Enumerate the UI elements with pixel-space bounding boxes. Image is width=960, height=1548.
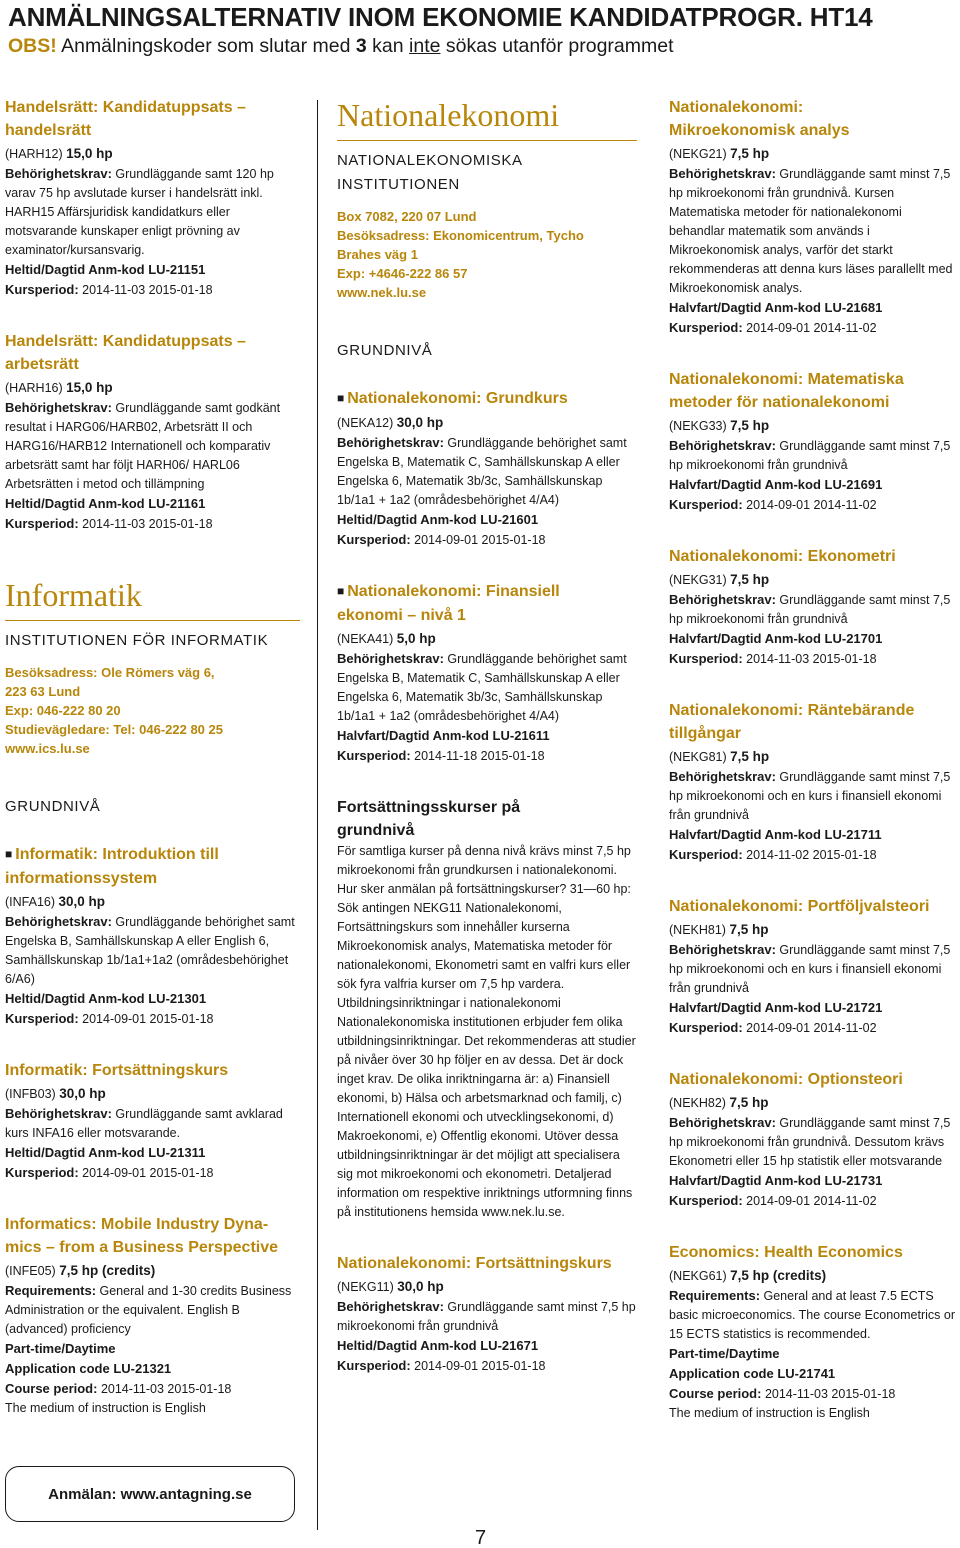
- course-requirements: Requirements: General and 1-30 credits Business Administration or the equivalent. English B (advanced) proficiency: [5, 1283, 292, 1336]
- course-requirements: Behörighetskrav: Grundläggande samt minst 7,5 hp mikroekonomi från grundnivå: [669, 438, 951, 472]
- course-title: Nationalekonomi: Räntebärande tillgångar: [669, 702, 915, 742]
- course-period: Kursperiod: 2014-09-01 2014-11-02: [669, 1193, 877, 1208]
- department-section: [337, 96, 637, 359]
- course-block: [669, 96, 957, 338]
- level-heading: GRUNDNIVÅ: [5, 798, 101, 815]
- course-language: The medium of instruction is English: [5, 1401, 206, 1415]
- level-heading: GRUNDNIVÅ: [337, 342, 433, 359]
- course-requirements: Behörighetskrav: Grundläggande behörighet samt Engelska B, Matematik C, Samhällskunskap A eller Engelska 6, Matematik 3b/3c, Samhällskunskap 1b/1a1 + 1a2 (områdesbehörighet 4/A4): [337, 435, 627, 507]
- address-block: Box 7082, 220 07 Lund Besöksadress: Ekonomicentrum, Tycho Brahes väg 1 Exp: +4646-222 86 57 www.nek.lu.se: [337, 207, 637, 302]
- course-code: (NEKA12) 30,0 hp: [337, 415, 444, 430]
- course-block: [337, 387, 637, 550]
- course-title: Nationalekonomi: Fortsättningskurs: [337, 1255, 612, 1272]
- course-code: (HARH16) 15,0 hp: [5, 380, 113, 395]
- section-text: För samtliga kurser på denna nivå krävs minst 7,5 hp mikroekonomi från grundkursen i nationalekonomi. Hur sker anmälan på fortsättningskurser? 31—60 hp: Sök antingen NEKG11 Nationalekonomi, Fortsättningskurs som innehåller kurserna Mikroekonomisk analys, Matematiska metoder för nationalekonomi, Ekonometri samt en valfri kurs eller sök fyra valfria kurser om 7,5 hp vardera. Utbildningsinriktningar i nationalekonomi Nationalekonomiska institutionen erbjuder fem olika utbildningsinriktningar. Det rekommenderas att studier på nivåer över 30 hp följer en av dessa. Det är dock inget krav. De olika inriktningarna är: a) Finansiell ekonomi, b) Hälsa och arbetsmarknad och familj, c) Internationell ekonomi och utvecklingsekonomi, d) Makroekonomi, e) Offentlig ekonomi. Utöver dessa utbildningsinriktningar är det möjligt att specialisera sig mot mikroekonomi och ekonometri. Detaljerad information om respektive inriktnings utformning finns på institutionens hemsida www.nek.lu.se.: [337, 844, 636, 1219]
- page-title: ANMÄLNINGSALTERNATIV INOM EKONOMIE KANDIDATPROGR. HT14: [8, 2, 873, 32]
- course-period: Kursperiod: 2014-09-01 2015-01-18: [337, 1358, 546, 1373]
- course-code: (NEKG31) 7,5 hp: [669, 572, 770, 587]
- application-link-box[interactable]: Anmälan: www.antagning.se: [5, 1466, 295, 1522]
- course-block: [337, 1252, 637, 1376]
- course-block: [669, 1241, 957, 1423]
- course-period: Kursperiod: 2014-09-01 2015-01-18: [5, 1011, 214, 1026]
- course-block: [669, 368, 957, 515]
- course-title: Nationalekonomi: Mikroekonomisk analys: [669, 99, 850, 139]
- course-block: [669, 1068, 957, 1211]
- course-code: (NEKG11) 30,0 hp: [337, 1279, 444, 1294]
- course-application: Halvfart/Dagtid Anm-kod LU-21681: [669, 300, 883, 315]
- course-block: [669, 895, 957, 1038]
- column-middle: [337, 96, 637, 1376]
- course-requirements: Behörighetskrav: Grundläggande samt minst 7,5 hp mikroekonomi från grundnivå: [669, 592, 951, 626]
- course-application: Halvfart/Dagtid Anm-kod LU-21701: [669, 631, 883, 646]
- course-period: Kursperiod: 2014-11-18 2015-01-18: [337, 748, 545, 763]
- course-code: (INFB03) 30,0 hp: [5, 1086, 106, 1101]
- course-application: Halvfart/Dagtid Anm-kod LU-21711: [669, 827, 882, 842]
- course-block: [669, 699, 957, 865]
- page-header: [8, 2, 958, 60]
- course-language: The medium of instruction is English: [669, 1406, 870, 1420]
- course-requirements: Behörighetskrav: Grundläggande samt minst 7,5 hp mikroekonomi och en kurs i finansiell ekonomi från grundnivå: [669, 769, 951, 822]
- course-requirements: Requirements: General and at least 7.5 ECTS basic microeconomics. The course Econometrics or 15 ECTS statistics is recommended.: [669, 1288, 955, 1341]
- course-code: (NEKH81) 7,5 hp: [669, 922, 769, 937]
- course-period: Kursperiod: 2014-09-01 2014-11-02: [669, 1020, 877, 1035]
- course-code: (HARH12) 15,0 hp: [5, 146, 113, 161]
- course-title: ■ Informatik: Introduktion till informationssystem: [5, 843, 300, 890]
- course-period: Course period: 2014-11-03 2015-01-18: [5, 1381, 232, 1396]
- course-code: (INFA16) 30,0 hp: [5, 894, 106, 909]
- website-link[interactable]: www.ics.lu.se: [5, 741, 90, 756]
- course-code: (NEKA41) 5,0 hp: [337, 631, 436, 646]
- section-title: Fortsättningsskurser på grundnivå: [337, 799, 521, 839]
- course-period: Kursperiod: 2014-09-01 2015-01-18: [337, 532, 546, 547]
- course-block: [5, 1059, 300, 1183]
- course-code: (NEKG61) 7,5 hp (credits): [669, 1268, 827, 1283]
- page-notice: OBS! Anmälningskoder som slutar med 3 kan inte sökas utanför programmet: [8, 35, 674, 57]
- course-code: (NEKH82) 7,5 hp: [669, 1095, 769, 1110]
- course-application: Halvfart/Dagtid Anm-kod LU-21691: [669, 477, 883, 492]
- course-application: Application code LU-21321: [5, 1361, 172, 1376]
- column-left: [5, 96, 300, 1418]
- department-section: [5, 576, 300, 815]
- department-title: Nationalekonomi: [337, 96, 637, 141]
- course-application: Application code LU-21741: [669, 1366, 836, 1381]
- address-block: Besöksadress: Ole Römers väg 6, 223 63 Lund Exp: 046-222 80 20 Studievägledare: Tel: 046-222 80 25 www.ics.lu.se: [5, 663, 300, 758]
- course-block: [5, 843, 300, 1029]
- course-requirements: Behörighetskrav: Grundläggande samt minst 7,5 hp mikroekonomi från grundnivå: [337, 1299, 636, 1333]
- course-title: Handelsrätt: Kandidatuppsats – handelsrätt: [5, 99, 246, 139]
- institution-name: INSTITUTIONEN FÖR INFORMATIK: [5, 632, 269, 649]
- course-period: Kursperiod: 2014-11-03 2015-01-18: [5, 516, 213, 531]
- course-period: Kursperiod: 2014-11-02 2015-01-18: [669, 847, 877, 862]
- obs-label: OBS!: [8, 35, 57, 57]
- course-requirements: Behörighetskrav: Grundläggande behörighet samt Engelska B, Matematik C, Samhällskunskap A eller Engelska 6, Matematik 3b/3c, Samhällskunskap 1b/1a1 + 1a2 (områdesbehörighet 4/A4): [337, 651, 627, 723]
- course-title: Nationalekonomi: Optionsteori: [669, 1071, 903, 1088]
- course-title: Nationalekonomi: Ekonometri: [669, 548, 896, 565]
- course-application: Heltid/Dagtid Anm-kod LU-21301: [5, 991, 207, 1006]
- course-period: Kursperiod: 2014-11-03 2015-01-18: [5, 282, 213, 297]
- course-title: Economics: Health Economics: [669, 1244, 903, 1261]
- column-right: [669, 96, 957, 1423]
- course-block: [5, 330, 300, 534]
- course-application: Heltid/Dagtid Anm-kod LU-21671: [337, 1338, 539, 1353]
- course-requirements: Behörighetskrav: Grundläggande behörighet samt Engelska B, Samhällskunskap A eller English 6, Samhällskunskap 1b/1a1+1a2 (områdesbehörighet 6/A6): [5, 914, 295, 986]
- course-period: Kursperiod: 2014-09-01 2014-11-02: [669, 320, 877, 335]
- course-title: Handelsrätt: Kandidatuppsats – arbetsrätt: [5, 333, 246, 373]
- course-title: Informatics: Mobile Industry Dyna- mics – from a Business Perspective: [5, 1216, 279, 1256]
- website-link[interactable]: www.nek.lu.se: [337, 285, 427, 300]
- department-title: Informatik: [5, 576, 300, 621]
- course-title: ■ Nationalekonomi: Grundkurs: [337, 387, 637, 411]
- course-code: (NEKG81) 7,5 hp: [669, 749, 770, 764]
- course-application: Halvfart/Dagtid Anm-kod LU-21611: [337, 728, 550, 743]
- course-period: Kursperiod: 2014-11-03 2015-01-18: [669, 651, 877, 666]
- course-code: (INFE05) 7,5 hp (credits): [5, 1263, 156, 1278]
- column-divider: [317, 100, 318, 1530]
- course-requirements: Behörighetskrav: Grundläggande samt minst 7,5 hp mikroekonomi från grundnivå. Dessutom krävs Ekonometri eller 15 hp statistik eller motsvarande: [669, 1115, 951, 1168]
- course-requirements: Behörighetskrav: Grundläggande samt 120 hp varav 75 hp avslutade kurser i handelsrätt inkl. HARH15 Affärsjuridisk kandidatkurs eller motsvarande kunskaper enligt prövning av examinator/kursansvarig.: [5, 166, 274, 257]
- course-study-pace: Part-time/Daytime: [5, 1341, 116, 1356]
- course-period: Course period: 2014-11-03 2015-01-18: [669, 1386, 896, 1401]
- course-block: [5, 1213, 300, 1418]
- course-code: (NEKG33) 7,5 hp: [669, 418, 770, 433]
- course-application: Heltid/Dagtid Anm-kod LU-21601: [337, 512, 539, 527]
- course-title: Informatik: Fortsättningskurs: [5, 1062, 229, 1079]
- course-code: (NEKG21) 7,5 hp: [669, 146, 770, 161]
- course-application: Heltid/Dagtid Anm-kod LU-21151: [5, 262, 206, 277]
- course-title: Nationalekonomi: Matematiska metoder för nationalekonomi: [669, 371, 904, 411]
- course-requirements: Behörighetskrav: Grundläggande samt minst 7,5 hp mikroekonomi från grundnivå. Kursen Matematiska metoder för nationalekonomi behandlar matematik som används i Mikroekonomisk analys, varför det starkt rekommenderas att denna kurs läses parallellt med Mikroekonomisk analys.: [669, 166, 953, 295]
- course-period: Kursperiod: 2014-09-01 2014-11-02: [669, 497, 877, 512]
- institution-name: NATIONALEKONOMISKA INSTITUTIONEN: [337, 152, 523, 193]
- course-study-pace: Part-time/Daytime: [669, 1346, 780, 1361]
- course-application: Heltid/Dagtid Anm-kod LU-21311: [5, 1145, 206, 1160]
- course-requirements: Behörighetskrav: Grundläggande samt avklarad kurs INFA16 eller motsvarande.: [5, 1106, 283, 1140]
- course-period: Kursperiod: 2014-09-01 2015-01-18: [5, 1165, 214, 1180]
- course-requirements: Behörighetskrav: Grundläggande samt godkänt resultat i HARG06/HARB02, Arbetsrätt II och HARG16/HARB12 Internationell och komparativ arbetsrätt samt har följt HARH06/ HARL06 Arbetsrätten i metod och tillämpning: [5, 400, 281, 491]
- course-application: Heltid/Dagtid Anm-kod LU-21161: [5, 496, 206, 511]
- page-number: 7: [475, 1527, 487, 1548]
- course-title: ■ Nationalekonomi: Finansiell ekonomi – nivå 1: [337, 580, 637, 627]
- course-block: [337, 580, 637, 766]
- course-block: [5, 96, 300, 300]
- course-block: [669, 545, 957, 669]
- course-requirements: Behörighetskrav: Grundläggande samt minst 7,5 hp mikroekonomi och en kurs i finansiell ekonomi från grundnivå: [669, 942, 951, 995]
- course-title: Nationalekonomi: Portföljvalsteori: [669, 898, 930, 915]
- course-application: Halvfart/Dagtid Anm-kod LU-21721: [669, 1000, 883, 1015]
- info-section: [337, 796, 637, 1222]
- course-application: Halvfart/Dagtid Anm-kod LU-21731: [669, 1173, 883, 1188]
